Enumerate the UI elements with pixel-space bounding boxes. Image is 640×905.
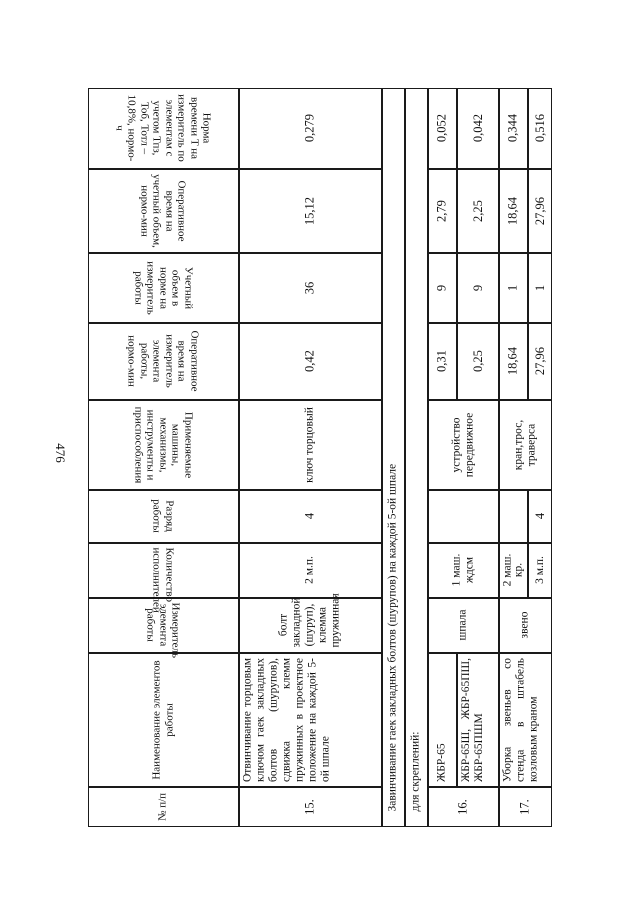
r15-norm-time: 0,279 bbox=[239, 88, 382, 169]
r17b-workers: 3 м.п. bbox=[528, 543, 552, 598]
r16-workers: 1 маш. ждсм bbox=[428, 543, 499, 598]
r15-op-time-volume: 15,12 bbox=[239, 169, 382, 253]
r17-meter: звено bbox=[499, 598, 552, 653]
r17-machines: кран,трос, траверса bbox=[499, 400, 552, 490]
r15-meter: болт закладной (шуруп), клемма пружинная bbox=[239, 598, 382, 653]
r15-rank: 4 bbox=[239, 490, 382, 543]
section-title: Завинчивание гаек закладных болтов (шурупов) на каждой 5-ой шпале bbox=[382, 88, 405, 827]
header-rank: Разряд работы bbox=[88, 490, 239, 543]
header-number: № п/п bbox=[88, 787, 239, 827]
r16a-norm-time: 0,052 bbox=[428, 88, 457, 169]
r17a-norm-time: 0,344 bbox=[499, 88, 528, 169]
subsection-title: для скреплений: bbox=[405, 88, 428, 827]
r16-meter: шпала bbox=[428, 598, 499, 653]
r17a-volume: 1 bbox=[499, 253, 528, 323]
r16b-name: ЖБР-65Ш, ЖБР-65ПШ, ЖБР-65ПШМ bbox=[457, 653, 499, 787]
r17b-volume: 1 bbox=[528, 253, 552, 323]
r16-machines: устройство передвижное bbox=[428, 400, 499, 490]
header-name: Наименование элементов работы bbox=[88, 653, 239, 787]
r15-name: Отвинчивание торцовым ключом гаек закладных болтов (шурупов), сдвижка клемм пружинных в проектное положение на каждой 5-ой шпале bbox=[239, 653, 382, 787]
r16a-op-time-volume: 2,79 bbox=[428, 169, 457, 253]
header-meter: Измеритель элемента работы bbox=[88, 598, 239, 653]
r17a-rank bbox=[499, 490, 528, 543]
r16b-op-time-volume: 2,25 bbox=[457, 169, 499, 253]
r17a-workers: 2 маш. кр. bbox=[499, 543, 528, 598]
r16a-name: ЖБР-65 bbox=[428, 653, 457, 787]
header-volume: Учетный объем в норме на измеритель работы bbox=[88, 253, 239, 323]
r17a-op-time-meter: 18,64 bbox=[499, 323, 528, 400]
r16-number: 16. bbox=[428, 787, 499, 827]
r17b-norm-time: 0,516 bbox=[528, 88, 552, 169]
r16b-op-time-meter: 0,25 bbox=[457, 323, 499, 400]
header-op-time-volume: Оперативное время на учетный объем, нормо-мин bbox=[88, 169, 239, 253]
r17b-op-time-meter: 27,96 bbox=[528, 323, 552, 400]
r15-number: 15. bbox=[239, 787, 382, 827]
header-workers: Количество исполнителей bbox=[88, 543, 239, 598]
r15-workers: 2 м.п. bbox=[239, 543, 382, 598]
r17a-op-time-volume: 18,64 bbox=[499, 169, 528, 253]
r16a-volume: 9 bbox=[428, 253, 457, 323]
header-op-time-meter: Оперативное время на измеритель элемента работы, нормо-мин bbox=[88, 323, 239, 400]
r15-volume: 36 bbox=[239, 253, 382, 323]
r16-rank bbox=[428, 490, 499, 543]
r17b-rank: 4 bbox=[528, 490, 552, 543]
header-machines: Применяемые машины, механизмы, инструменты и приспособления bbox=[88, 400, 239, 490]
r15-op-time-meter: 0,42 bbox=[239, 323, 382, 400]
page-number: 476 bbox=[52, 443, 68, 463]
r17b-op-time-volume: 27,96 bbox=[528, 169, 552, 253]
header-norm-time: Норма времени T на измеритель по элементам с учетом Тпз, Тоб, Тотл – 10,8%, нормо-ч bbox=[88, 88, 239, 169]
r15-machines: ключ торцовый bbox=[239, 400, 382, 490]
r16b-volume: 9 bbox=[457, 253, 499, 323]
r17-name: Уборка звеньев со стенда в штабель козловым краном bbox=[499, 653, 552, 787]
r16b-norm-time: 0,042 bbox=[457, 88, 499, 169]
r17-number: 17. bbox=[499, 787, 552, 827]
r16a-op-time-meter: 0,31 bbox=[428, 323, 457, 400]
